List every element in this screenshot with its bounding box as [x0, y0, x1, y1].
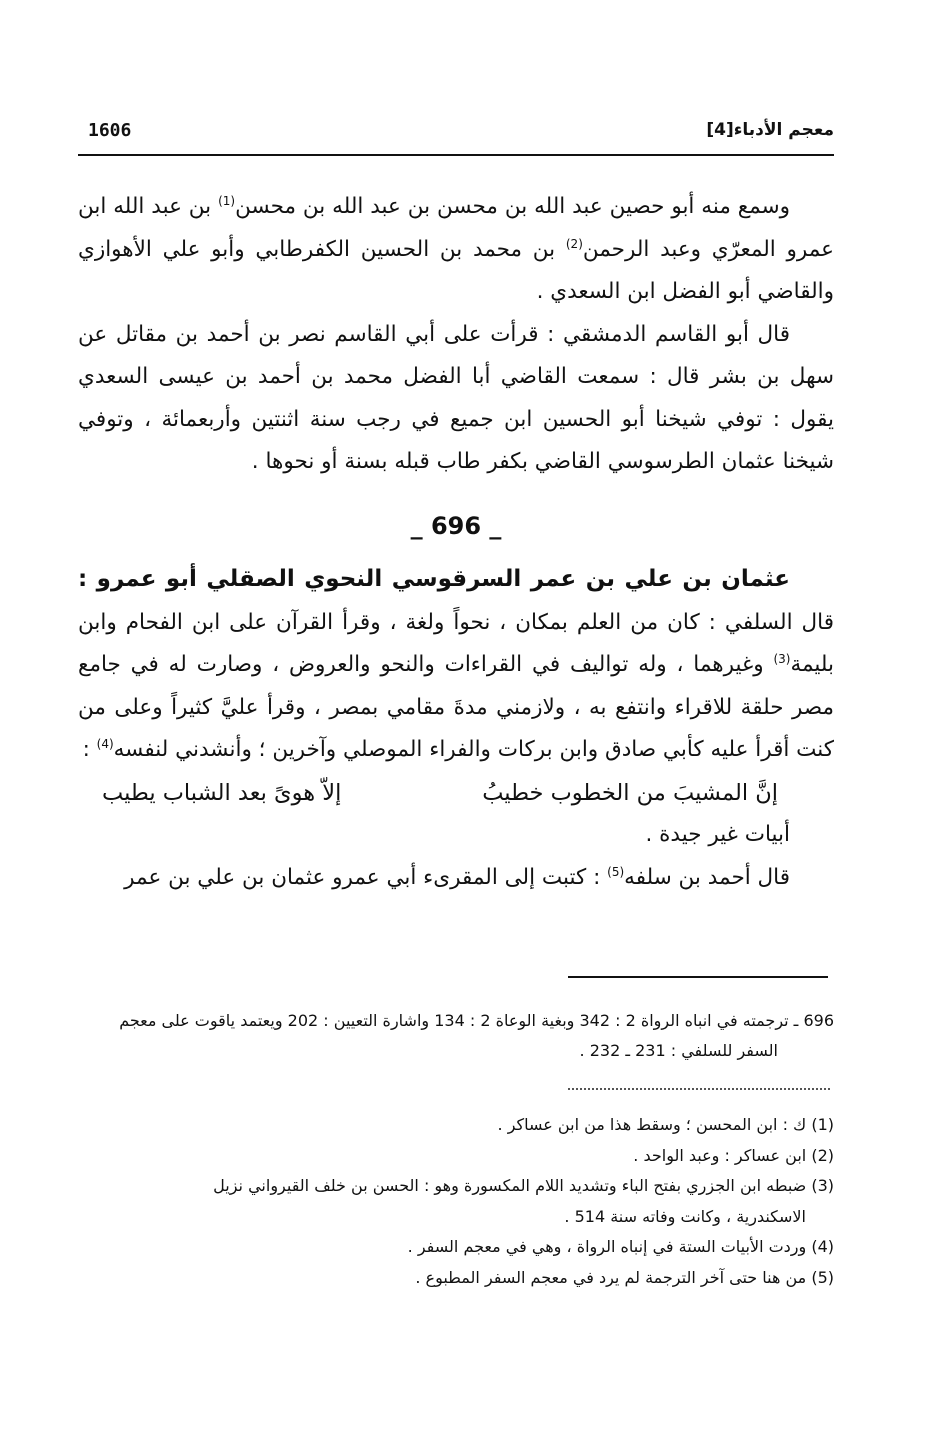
- previous-entry-paragraph-1: [78, 186, 834, 314]
- footnote-marker-3: (3): [773, 651, 791, 666]
- previous-entry-text: [78, 186, 834, 484]
- verse-first-hemistich: إنَّ المشيبَ من الخطوب خطيبُ: [482, 779, 778, 806]
- book-title: معجم الأدباء[4]: [706, 120, 834, 140]
- text-span: قال السلفي : كان من العلم بمكان ، نحواً ولغة ، وقرأ القرآن على ابن الفحام وابن بليمة: [78, 609, 834, 677]
- previous-entry-paragraph-2: قال أبو القاسم الدمشقي : قرأت على أبي القاسم نصر بن أحمد بن مقاتل عن سهل بن بشر قال : سمعت القاضي أبا الفضل محمد بن أحمد بن عيسى السعدي يقول : توفي شيخنا أبو الحسين ابن جميع في رجب سنة اثنتين وأربعمائة ، وتوفي شيخنا عثمان الطرسوسي القاضي بكفر طاب قبله بسنة أو نحوها .: [78, 321, 834, 474]
- running-header: [78, 118, 834, 148]
- footnotes: [78, 1110, 834, 1293]
- footnote-marker-1: (1): [218, 193, 236, 208]
- footnote-divider: [568, 976, 828, 978]
- verse-comment: أبيات غير جيدة .: [645, 822, 790, 847]
- header-divider: [78, 154, 834, 156]
- dotted-divider: [568, 1088, 830, 1090]
- entry-paragraph: [78, 558, 834, 772]
- footnote-2: (2) ابن عساكر : وعبد الواحد .: [633, 1145, 834, 1165]
- footnote-1: (1) ك : ابن المحسن ؛ وسقط هذا من ابن عساكر .: [497, 1115, 834, 1134]
- footnote-4: (4) وردت الأبيات الستة في إنباه الرواة ، وهي في معجم السفر .: [407, 1237, 834, 1256]
- footnote-3: (3) ضبطه ابن الجزري بفتح الباء وتشديد اللام المكسورة وهو : الحسن بن خلف القيرواني نزيل: [213, 1176, 834, 1195]
- text-span: ابن عمرو المعرّي وعبد الرحمن: [78, 194, 834, 262]
- entry-last-line: [78, 857, 834, 900]
- entry-name: عثمان بن علي بن عمر السرقوسي النحوي الصقلي أبو عمرو :: [78, 566, 790, 592]
- source-note: [78, 1006, 834, 1066]
- text-span: قال أحمد بن سلفه: [624, 864, 790, 890]
- text-span: :: [82, 737, 97, 762]
- text-span: : كتبت إلى المقرىء أبي عمرو عثمان بن علي بن عمر: [124, 864, 608, 890]
- text-span: وغيرهما ، وله تواليف في القراءات والنحو والعروض ، وصارت له في جامع مصر حلقة للاقراء وانتفع به ، ولازمني مدةَ مقامي بمصر ، وقرأ عليَّ كثيراً وعلى من كنت أقرأ عليه كأبي صادق وابن بركات والفراء الموصلي وآخرين ؛ وأنشدني لنفسه: [78, 652, 834, 762]
- footnote-marker-4: (4): [96, 736, 114, 751]
- verse-second-hemistich: إلاّ هوىً بعد الشباب يطيب: [102, 779, 342, 806]
- entry-696: [78, 558, 834, 899]
- text-span: بن عبد الله: [113, 194, 219, 219]
- poem-verse: [102, 772, 778, 815]
- footnote-5: (5) من هنا حتى آخر الترجمة لم يرد في معجم السفر المطبوع .: [415, 1267, 834, 1287]
- text-span: بن محمد بن الحسين الكفرطابي وأبو علي الأهوازي والقاضي أبو الفضل ابن السعدي .: [78, 236, 834, 304]
- footnote-marker-5: (5): [607, 864, 625, 879]
- source-note-line-2: السفر للسلفي : 231 ـ 232 .: [579, 1041, 778, 1060]
- entry-number: _ 696 _: [410, 512, 502, 540]
- page-number: 1606: [88, 120, 132, 141]
- text-span: وسمع منه أبو حصين عبد الله بن محسن بن عبد الله بن محسن: [235, 194, 791, 219]
- source-note-line-1: 696 ـ ترجمته في انباه الرواة 2 : 342 وبغية الوعاة 2 : 134 واشارة التعيين : 202 ويعتمد ياقوت على معجم: [119, 1011, 834, 1030]
- footnote-marker-2: (2): [565, 236, 583, 251]
- footnote-3-continued: الاسكندرية ، وكانت وفاته سنة 514 .: [564, 1206, 806, 1226]
- book-page: [78, 0, 834, 1435]
